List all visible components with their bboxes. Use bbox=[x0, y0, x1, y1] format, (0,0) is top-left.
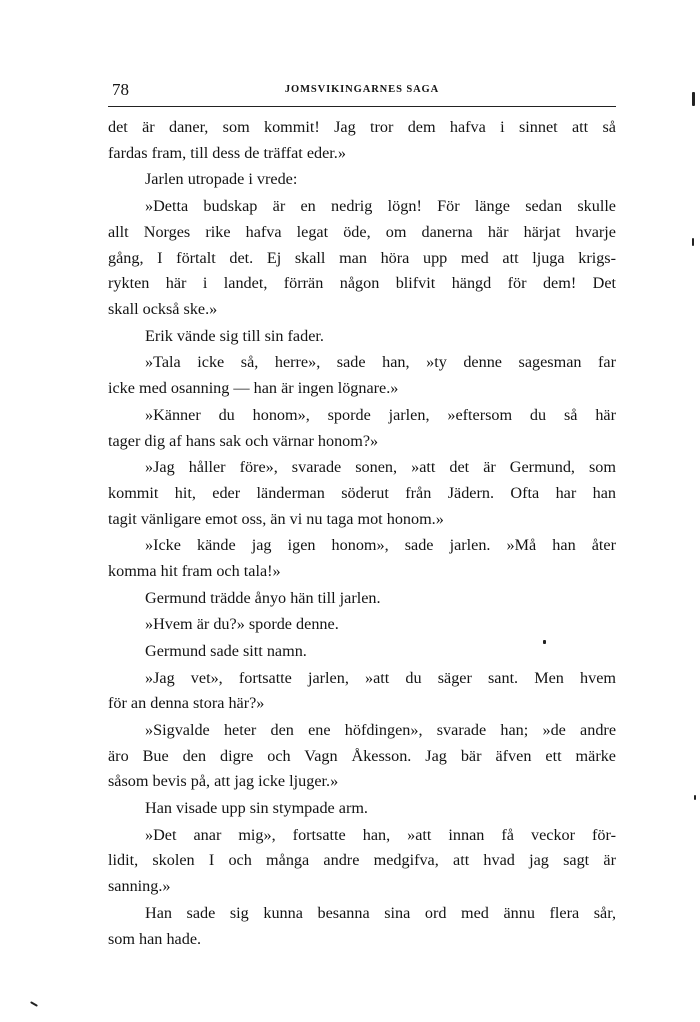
text-line: rykten här i landet, förrän någon blifvit hängd för dem! Det bbox=[108, 274, 616, 293]
text-line: fardas fram, till dess de träffat eder.» bbox=[108, 143, 346, 162]
header-rule bbox=[108, 106, 616, 107]
paragraph bbox=[108, 115, 616, 167]
body-text bbox=[108, 115, 616, 952]
text-line: »Jag vet», fortsatte jarlen, »att du säger sant. Men hvem bbox=[145, 668, 616, 687]
text-line: Han sade sig kunna besanna sina ord med ännu flera sår, bbox=[145, 903, 616, 922]
edge-mark bbox=[692, 238, 694, 246]
paragraph bbox=[108, 639, 616, 665]
text-line: lidit, skolen I och många andre medgifva, att hvad jag sagt är bbox=[108, 851, 616, 870]
paragraph bbox=[108, 612, 616, 638]
paragraph bbox=[108, 533, 616, 585]
paragraph bbox=[108, 455, 616, 532]
paragraph bbox=[108, 901, 616, 953]
text-line: kommit hit, eder länderman söderut från Jädern. Ofta har han bbox=[108, 483, 616, 502]
text-line: icke med osanning — han är ingen lögnare.» bbox=[108, 379, 399, 398]
text-line: »Icke kände jag igen honom», sade jarlen. »Må han åter bbox=[145, 536, 616, 555]
page-number: 78 bbox=[112, 80, 129, 99]
edge-mark bbox=[694, 795, 696, 800]
paragraph bbox=[108, 350, 616, 402]
paragraph bbox=[108, 796, 616, 822]
text-line: tagit vänligare emot oss, än vi nu taga mot honom.» bbox=[108, 509, 444, 528]
text-line: gång, I förtalt det. Ej skall man höra upp med att ljuga krigs- bbox=[108, 248, 616, 267]
corner-mark bbox=[30, 1001, 38, 1007]
text-line: »Detta budskap är en nedrig lögn! För länge sedan skulle bbox=[145, 196, 616, 215]
text-line: för an denna stora här?» bbox=[108, 694, 265, 713]
text-line: »Hvem är du?» sporde denne. bbox=[145, 615, 339, 634]
text-line: Erik vände sig till sin fader. bbox=[145, 326, 324, 345]
text-line: »Känner du honom», sporde jarlen, »eftersom du så här bbox=[145, 405, 616, 424]
paragraph bbox=[108, 666, 616, 718]
paragraph bbox=[108, 718, 616, 795]
text-line: Han visade upp sin stympade arm. bbox=[145, 799, 368, 818]
text-line: såsom bevis på, att jag icke ljuger.» bbox=[108, 772, 339, 791]
paragraph bbox=[108, 194, 616, 323]
speck-mark bbox=[543, 640, 546, 644]
paragraph bbox=[108, 586, 616, 612]
running-title: JOMSVIKINGARNES SAGA bbox=[284, 84, 440, 95]
text-line: »Tala icke så, herre», sade han, »ty denne sagesman far bbox=[145, 353, 616, 372]
text-line: det är daner, som kommit! Jag tror dem hafva i sinnet att så bbox=[108, 118, 616, 136]
text-line: Jarlen utropade i vrede: bbox=[145, 170, 298, 189]
paragraph bbox=[108, 324, 616, 350]
text-line: »Det anar mig», fortsatte han, »att innan få veckor för- bbox=[145, 825, 616, 844]
text-line: allt Norges rike hafva legat öde, om danerna här härjat hvarje bbox=[108, 222, 616, 241]
paragraph bbox=[108, 167, 616, 193]
text-line: sanning.» bbox=[108, 877, 171, 896]
text-line: komma hit fram och tala!» bbox=[108, 562, 281, 581]
text-line: »Sigvalde heter den ene höfdingen», svarade han; »de andre bbox=[145, 720, 616, 739]
text-line: »Jag håller före», svarade sonen, »att det är Germund, som bbox=[145, 458, 616, 477]
text-line: Germund trädde ånyo hän till jarlen. bbox=[145, 588, 381, 607]
text-line: skall också ske.» bbox=[108, 300, 218, 319]
text-line: Germund sade sitt namn. bbox=[145, 641, 307, 660]
paragraph bbox=[108, 823, 616, 900]
text-line: tager dig af hans sak och värnar honom?» bbox=[108, 431, 379, 450]
paragraph bbox=[108, 403, 616, 455]
page-header bbox=[108, 82, 616, 102]
text-line: äro Bue den digre och Vagn Åkesson. Jag bär äfven ett märke bbox=[108, 746, 616, 765]
text-line: som han hade. bbox=[108, 929, 202, 948]
edge-mark bbox=[692, 92, 695, 106]
